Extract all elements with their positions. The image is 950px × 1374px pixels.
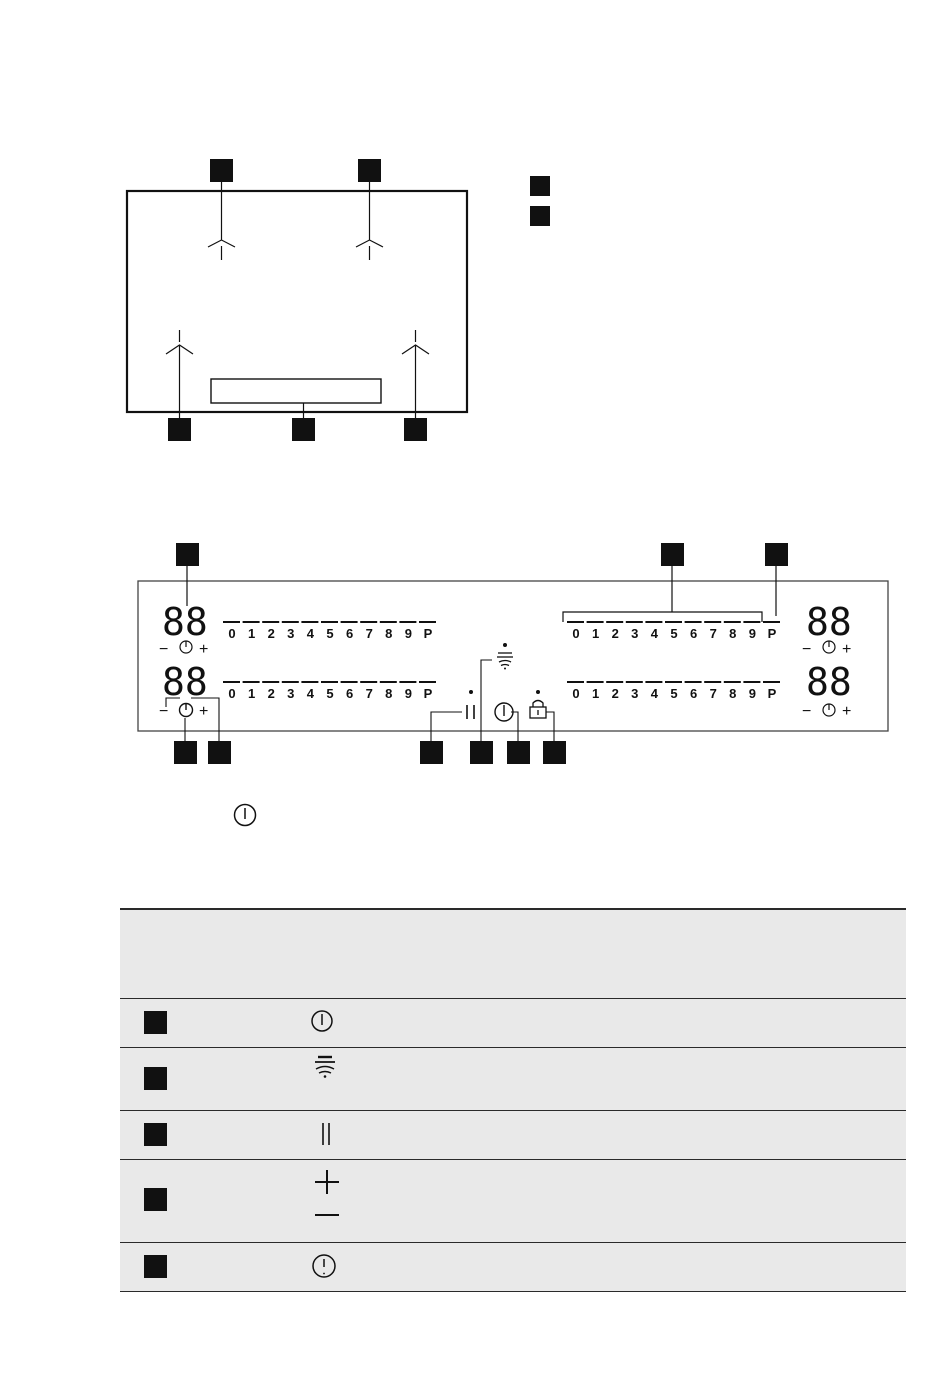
hob2hood-icon: [310, 1054, 340, 1086]
scale-step-label[interactable]: P: [423, 626, 433, 641]
timer-icon[interactable]: [823, 704, 835, 716]
row-marker: [144, 1011, 167, 1034]
scale-step-label[interactable]: 7: [709, 626, 717, 641]
table-row: [120, 1159, 906, 1242]
cooking-zone-mark: [166, 330, 193, 418]
scale-step-label[interactable]: 3: [631, 686, 639, 701]
callout-marker: [661, 543, 684, 566]
scale-step-label[interactable]: 7: [709, 686, 717, 701]
table-row: [120, 1110, 906, 1159]
scale-step-label[interactable]: 5: [670, 626, 678, 641]
row-marker: [144, 1067, 167, 1090]
scale-step-label[interactable]: P: [767, 626, 777, 641]
scale-step-label[interactable]: 1: [247, 626, 256, 641]
lock-icon[interactable]: [530, 690, 546, 718]
scale-step-label[interactable]: 5: [326, 626, 334, 641]
scale-step-label[interactable]: 3: [631, 626, 639, 641]
legend-marker: [530, 206, 550, 226]
callout-marker: [404, 418, 427, 441]
scale-step-label[interactable]: 2: [267, 686, 275, 701]
row-marker: [144, 1123, 167, 1146]
plus-button[interactable]: +: [199, 641, 209, 658]
scale-step-label[interactable]: 4: [650, 626, 659, 641]
zone-display-rear-right: 88: [806, 660, 852, 704]
scale-step-label[interactable]: 8: [729, 686, 737, 701]
scale-step-label[interactable]: 4: [650, 686, 659, 701]
scale-step-label[interactable]: 9: [748, 686, 757, 701]
scale-step-label[interactable]: 5: [670, 686, 678, 701]
scale-step-label[interactable]: P: [767, 686, 777, 701]
control-panel-diagram: [0, 520, 950, 780]
pause-icon[interactable]: [467, 690, 474, 719]
scale-step-label[interactable]: 5: [326, 686, 334, 701]
zone-display-front-right: 88: [806, 600, 852, 644]
plus-button[interactable]: +: [842, 641, 852, 658]
timer-icon: [310, 1252, 338, 1280]
power-icon[interactable]: [495, 703, 513, 721]
callout-marker: [210, 159, 233, 182]
scale-step-label[interactable]: 0: [572, 686, 580, 701]
power-icon: [310, 1008, 336, 1034]
callout-marker: [543, 741, 566, 764]
plus-button[interactable]: +: [842, 703, 852, 720]
hob-top-view-diagram: [0, 0, 950, 470]
minus-button[interactable]: −: [802, 641, 812, 658]
hob2hood-icon[interactable]: [497, 643, 513, 670]
power-icon: [232, 802, 258, 833]
cooking-zone-mark: [402, 330, 429, 418]
power-scale-rear-right[interactable]: [567, 682, 780, 701]
minus-button[interactable]: −: [159, 703, 169, 720]
table-header-row: [120, 908, 906, 998]
row-marker: [144, 1255, 167, 1278]
plus-button[interactable]: +: [199, 703, 209, 720]
scale-step-label[interactable]: 6: [345, 686, 354, 701]
minus-button[interactable]: −: [159, 641, 169, 658]
table-row: [120, 1242, 906, 1292]
scale-step-label[interactable]: 2: [611, 686, 619, 701]
power-scale-rear-left[interactable]: [223, 682, 436, 701]
plus-minus-icon: [310, 1170, 344, 1222]
timer-controls-lower-left[interactable]: [159, 703, 208, 720]
scale-step-label[interactable]: 1: [247, 686, 256, 701]
table-row: [120, 1047, 906, 1110]
scale-step-label[interactable]: 8: [385, 686, 393, 701]
scale-step-label[interactable]: 7: [365, 626, 373, 641]
scale-step-label[interactable]: 6: [345, 626, 354, 641]
control-symbol-table: [120, 908, 906, 1292]
callout-marker: [292, 418, 315, 441]
timer-controls-lower-right[interactable]: [802, 703, 851, 720]
callout-marker: [765, 543, 788, 566]
timer-icon[interactable]: [180, 704, 193, 717]
power-scale-front-left[interactable]: [223, 622, 436, 641]
scale-step-label[interactable]: 1: [591, 686, 600, 701]
callout-marker: [358, 159, 381, 182]
zone-display-front-left: 88: [162, 600, 208, 644]
scale-step-label[interactable]: P: [423, 686, 433, 701]
scale-step-label[interactable]: 9: [404, 686, 413, 701]
callout-marker: [470, 741, 493, 764]
callout-marker: [168, 418, 191, 441]
scale-step-label[interactable]: 9: [404, 626, 413, 641]
scale-step-label[interactable]: 6: [689, 686, 698, 701]
scale-step-label[interactable]: 8: [385, 626, 393, 641]
scale-step-label[interactable]: 0: [228, 626, 236, 641]
scale-step-label[interactable]: 4: [306, 626, 315, 641]
callout-marker: [420, 741, 443, 764]
scale-step-label[interactable]: 4: [306, 686, 315, 701]
scale-step-label[interactable]: 0: [572, 626, 580, 641]
scale-step-label[interactable]: 3: [287, 686, 295, 701]
scale-step-label[interactable]: 2: [267, 626, 275, 641]
scale-step-label[interactable]: 1: [591, 626, 600, 641]
power-scale-front-right[interactable]: [567, 622, 780, 641]
timer-icon[interactable]: [823, 641, 835, 653]
scale-step-label[interactable]: 7: [365, 686, 373, 701]
cooking-zone-mark: [356, 240, 383, 260]
scale-step-label[interactable]: 2: [611, 626, 619, 641]
scale-step-label[interactable]: 3: [287, 626, 295, 641]
scale-step-label[interactable]: 6: [689, 626, 698, 641]
scale-step-label[interactable]: 8: [729, 626, 737, 641]
timer-icon[interactable]: [180, 641, 192, 653]
callout-marker: [507, 741, 530, 764]
callout-marker: [208, 741, 231, 764]
minus-button[interactable]: −: [802, 703, 812, 720]
scale-step-label[interactable]: 0: [228, 686, 236, 701]
cooking-zone-mark: [208, 240, 235, 260]
callout-marker: [174, 741, 197, 764]
hob-control-panel-outline: [211, 379, 381, 403]
legend-marker: [530, 176, 550, 196]
table-row: [120, 998, 906, 1047]
callout-marker: [176, 543, 199, 566]
zone-display-rear-left: 88: [162, 660, 208, 704]
pause-icon: [310, 1121, 336, 1149]
row-marker: [144, 1188, 167, 1211]
scale-step-label[interactable]: 9: [748, 626, 757, 641]
